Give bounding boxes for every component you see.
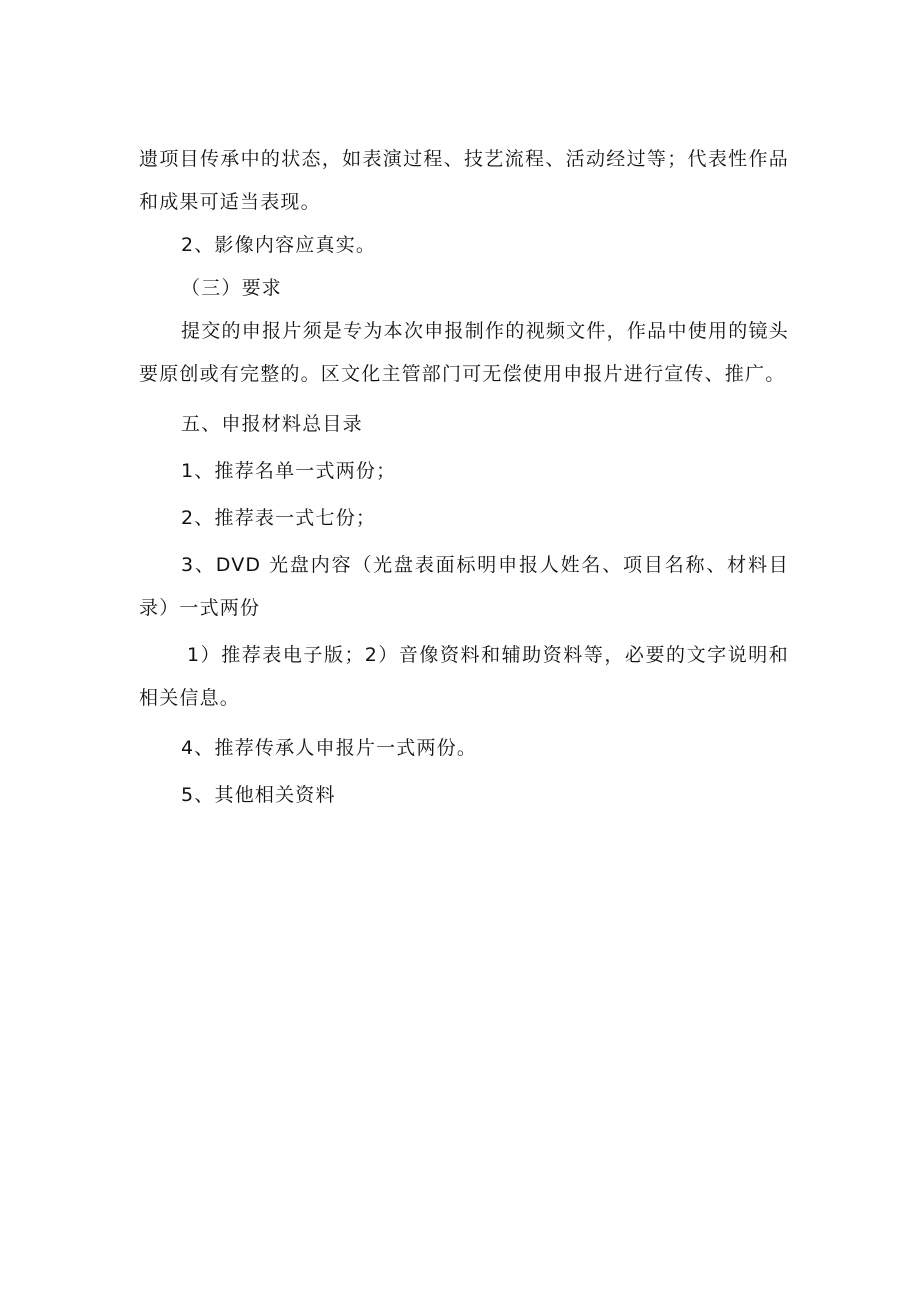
section-heading-materials-catalog: 五、申报材料总目录 xyxy=(181,413,363,435)
list-item-recommend-form: 2、推荐表一式七份； xyxy=(181,507,377,529)
section-heading-requirements: （三）要求 xyxy=(181,277,283,299)
list-item-recommend-list: 1、推荐名单一式两份； xyxy=(181,460,397,482)
list-item-dvd-content: 3、DVD 光盘内容（光盘表面标明申报人姓名、项目名称、材料目录）一式两份 xyxy=(139,554,789,619)
list-item-other-materials: 5、其他相关资料 xyxy=(181,784,336,806)
paragraph-item-2-video-authentic: 2、影像内容应真实。 xyxy=(181,234,377,256)
document-body xyxy=(139,138,789,817)
list-item-inheritor-video: 4、推荐传承人申报片一式两份。 xyxy=(181,737,478,759)
paragraph-requirements-body: 提交的申报片须是专为本次申报制作的视频文件，作品中使用的镜头要原创或有完整的。区文化主管部门可无偿使用申报片进行宣传、推广。 xyxy=(139,320,789,385)
paragraph-continuation: 遗项目传承中的状态，如表演过程、技艺流程、活动经过等；代表性作品和成果可适当表现。 xyxy=(139,148,789,213)
list-subitem-electronic-materials: 1）推荐表电子版；2）音像资料和辅助资料等，必要的文字说明和相关信息。 xyxy=(139,644,789,709)
